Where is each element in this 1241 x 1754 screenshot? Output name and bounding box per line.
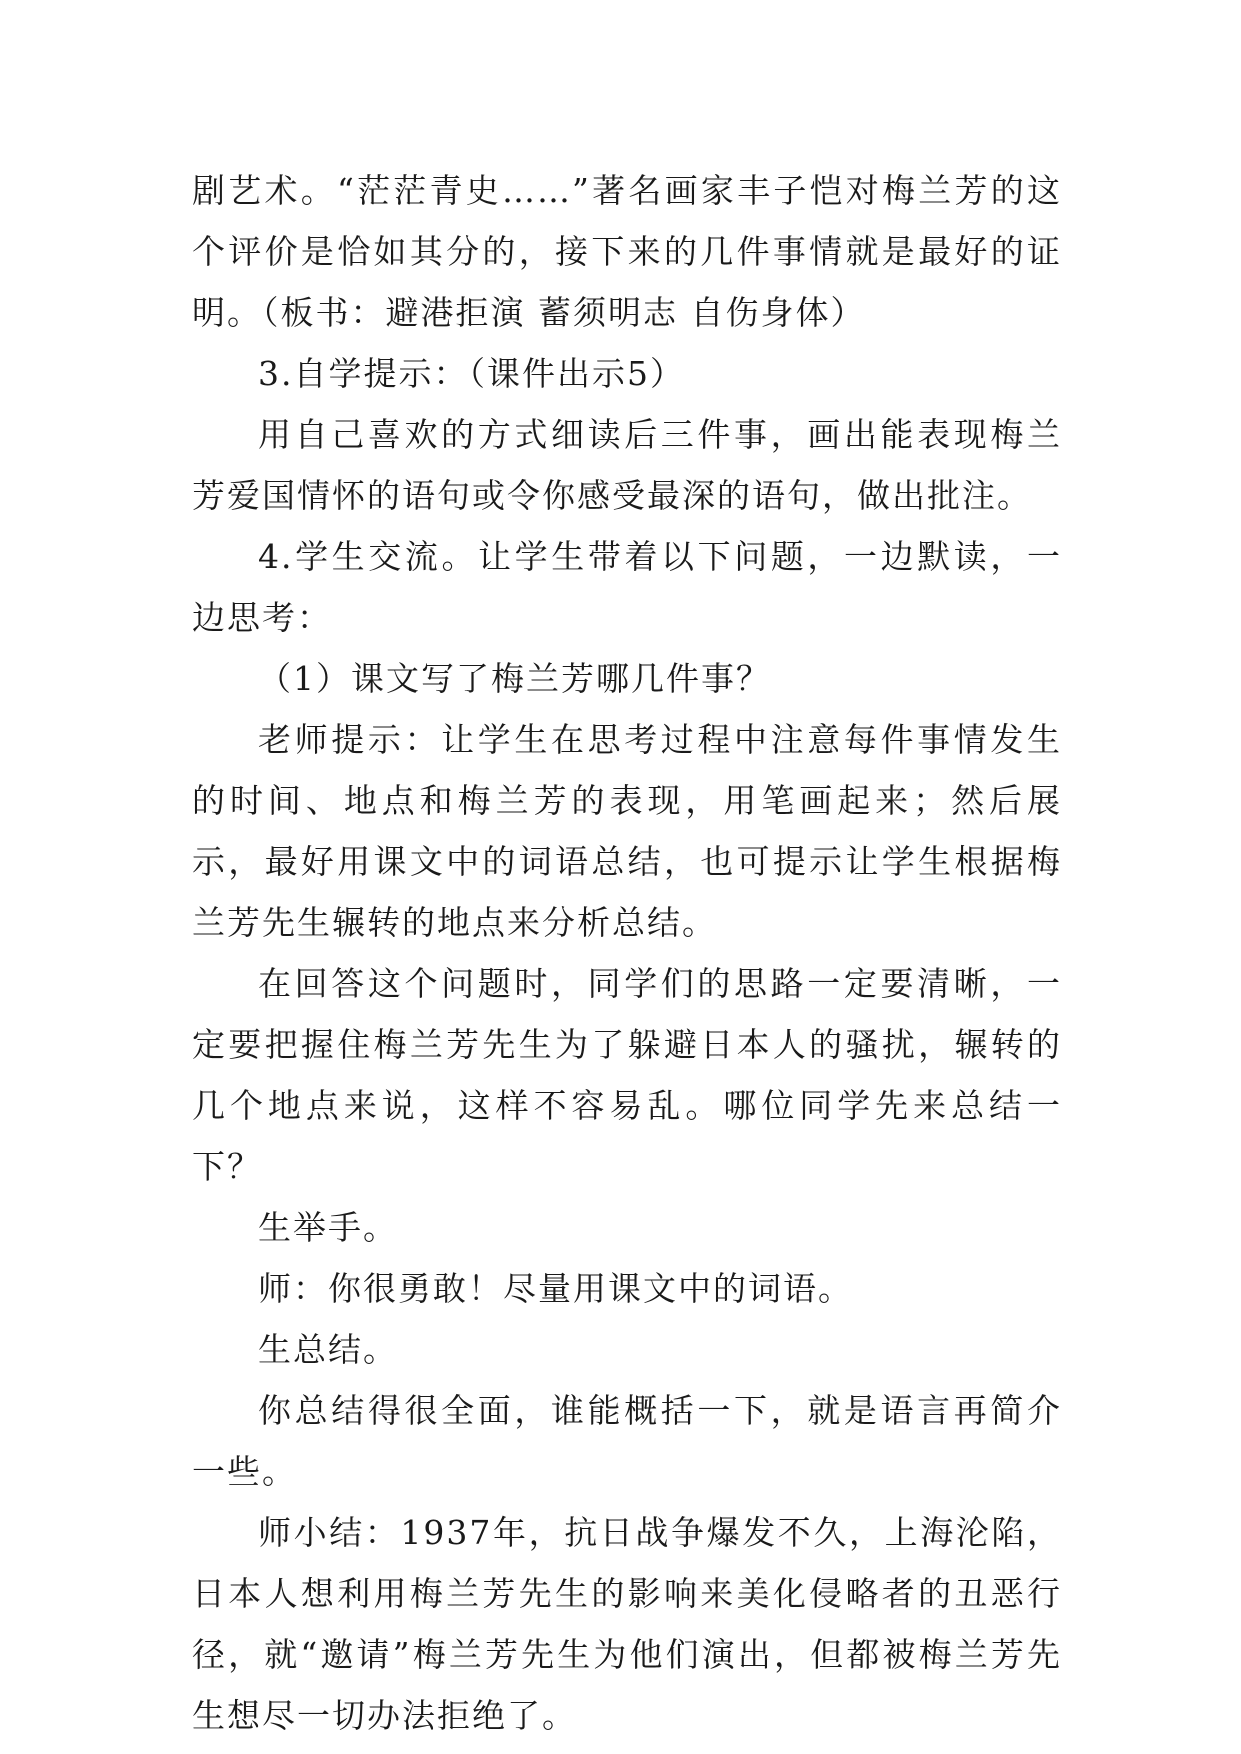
paragraph-student-raises-hand: 生举手。 xyxy=(258,1208,398,1247)
paragraph-reading-task: 用自己喜欢的方式细读后三件事，画出能表现梅兰芳爱国情怀的语句或令你感受最深的语句，做出批注。 xyxy=(192,415,1062,515)
paragraph-teacher-praise: 师：你很勇敢！尽量用课文中的词语。 xyxy=(258,1269,853,1308)
paragraph-teacher-hint: 老师提示：让学生在思考过程中注意每件事情发生的时间、地点和梅兰芳的表现，用笔画起来；然后展示，最好用课文中的词语总结，也可提示让学生根据梅兰芳先生辗转的地点来分析总结。 xyxy=(192,720,1062,942)
paragraph-answer-guidance: 在回答这个问题时，同学们的思路一定要清晰，一定要把握住梅兰芳先生为了躲避日本人的骚扰，辗转的几个地点来说，这样不容易乱。哪位同学先来总结一下？ xyxy=(192,964,1062,1186)
document-body xyxy=(192,160,1062,1746)
paragraph-intro-continued: 剧艺术。“茫茫青史……”著名画家丰子恺对梅兰芳的这个评价是恰如其分的，接下来的几件事情就是最好的证明。（板书：避港拒演 蓄须明志 自伤身体） xyxy=(192,171,1062,332)
paragraph-student-summary: 生总结。 xyxy=(258,1330,398,1369)
paragraph-teacher-followup: 你总结得很全面，谁能概括一下，就是语言再简介一些。 xyxy=(192,1391,1062,1491)
paragraph-question-1: （1）课文写了梅兰芳哪几件事？ xyxy=(258,659,771,698)
paragraph-teacher-conclusion: 师小结：1937年，抗日战争爆发不久，上海沦陷，日本人想利用梅兰芳先生的影响来美化侵略者的丑恶行径，就“邀请”梅兰芳先生为他们演出，但都被梅兰芳先生想尽一切办法拒绝了。 xyxy=(192,1513,1062,1735)
paragraph-student-exchange: 4.学生交流。让学生带着以下问题，一边默读，一边思考： xyxy=(192,537,1062,637)
paragraph-self-study-prompt: 3.自学提示：（课件出示5） xyxy=(258,354,685,393)
